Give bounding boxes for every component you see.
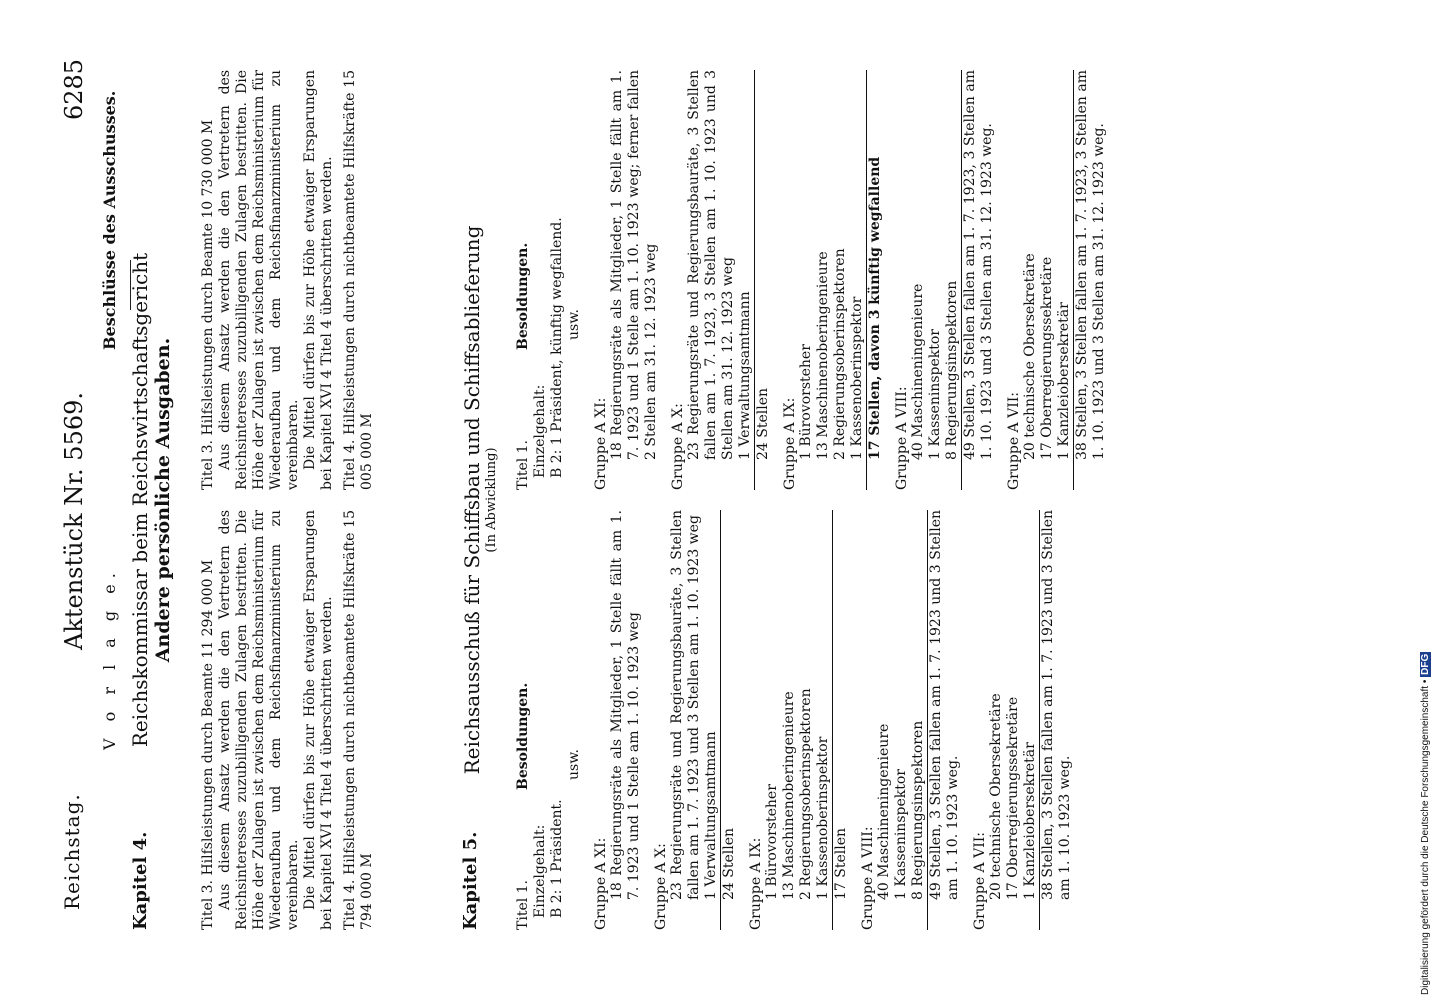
k5-right-gX-sum: 24 Stellen — [754, 70, 772, 490]
dfg-credit-text: Digitalisierung gefördert durch die Deutsche Forschungsgemeinschaft • — [1420, 679, 1431, 995]
k5-left-gX: Gruppe A X: — [653, 843, 669, 930]
k5-right-gXI: Gruppe A XI: — [593, 397, 609, 490]
kapitel-5-subtitle: (In Abwicklung) — [484, 447, 499, 553]
k5-left-usw: usw. — [566, 749, 582, 780]
k5-left-gVII-item: 1 Kanzleiobersekretär — [1022, 742, 1038, 900]
k5-right-gXI-text: 18 Regierungsräte als Mitglieder, 1 Stelle fällt am 1. 7. 1923 und 1 Stelle am 1. 10. 1923 weg; ferner fallen 2 Stellen am 31. 12. 1923 weg — [609, 70, 659, 460]
k5-left-gXI: Gruppe A XI: — [593, 837, 609, 930]
k5-left-gVIII-sum: 49 Stellen, 3 Stellen fallen am 1. 7. 1923 und 3 Stellen am 1. 10. 1923 weg. — [927, 510, 962, 930]
k5-right-gIX-item: 1 Kassenoberinspektor — [849, 296, 865, 460]
k5-right-titel1: Titel 1. — [515, 439, 531, 490]
k5-left-gVIII: Gruppe A VIII: — [860, 826, 876, 930]
rotated-document-page — [60, 50, 1380, 950]
dfg-credit — [1420, 652, 1431, 995]
k5-right-besoldungen: Besoldungen. — [515, 242, 531, 350]
k5-right-gVII-sum: 38 Stellen, 3 Stellen fallen am 1. 7. 1923, 3 Stellen am 1. 10. 1923 und 3 Stellen am 31. 12. 1923 weg. — [1073, 70, 1108, 490]
kapitel-5-right-column — [515, 70, 1108, 490]
k5-left-gX-1: 1 Verwaltungsamtmann — [703, 731, 719, 900]
k5-left-gIX-item: 13 Maschinenoberingenieure — [781, 691, 797, 900]
kapitel-4-label: Kapitel 4. — [130, 831, 151, 930]
k4-left-titel3: Titel 3. Hilfsleistungen durch Beamte 11 294 000 M — [200, 559, 216, 930]
k4-right-titel3: Titel 3. Hilfsleistungen durch Beamte 10 730 000 M — [200, 119, 216, 490]
k4-left-titel4: Titel 4. Hilfsleistungen durch nichtbeamtete Hilfskräfte 15 794 000 M — [342, 510, 375, 930]
k5-left-titel1: Titel 1. — [515, 879, 531, 930]
k4-right-para2: Die Mittel dürfen bis zur Höhe etwaiger Ersparungen bei Kapitel XVI 4 Titel 4 überschritten werden. — [302, 70, 335, 490]
k5-right-gVIII-sum: 49 Stellen, 3 Stellen fallen am 1. 7. 1923, 3 Stellen am 1. 10. 1923 und 3 Stellen am 31. 12. 1923 weg. — [961, 70, 996, 490]
k5-right-gVII-item: 17 Oberregierungssekretäre — [1039, 256, 1055, 460]
k4-left-para2: Die Mittel dürfen bis zur Höhe etwaiger Ersparungen bei Kapitel XVI 4 Titel 4 überschritten werden. — [302, 510, 335, 930]
kapitel-4-title: Reichskommissar beim Reichswirtschaftsgericht — [128, 252, 152, 748]
k5-right-einzel: Einzelgehalt: — [532, 384, 548, 478]
k5-left-gIX-item: 1 Kassenoberinspektor — [815, 736, 831, 900]
k5-right-gIX: Gruppe A IX: — [782, 397, 798, 490]
k4-right-para1: Aus diesem Ansatz werden die den Vertretern des Reichsinteresses zuzubilligenden Zulagen bestritten. Die Höhe der Zulagen ist zwischen dem Reichsministerium für Wiederaufbau und dem Reichsfinanzministerium zu vereinbaren. — [217, 70, 301, 490]
k4-left-para1: Aus diesem Ansatz werden die den Vertretern des Reichsinteresses zuzubilligenden Zulagen bestritten. Die Höhe der Zulagen ist zwischen dem Reichsministerium für Wiederaufbau und dem Reichsfinanzministerium zu vereinbaren. — [217, 510, 301, 930]
k5-right-gX-1: 1 Verwaltungsamtmann — [737, 291, 753, 460]
kapitel-5-header — [460, 70, 499, 930]
k5-right-gIX-item: 2 Regierungsoberinspektoren — [832, 248, 848, 460]
kapitel-4-left-column — [200, 510, 376, 930]
kapitel-4-right-column — [200, 70, 376, 490]
k5-right-gVIII-item: 8 Regierungsinspektoren — [944, 280, 960, 460]
k5-right-gVII-item: 20 technische Obersekretäre — [1022, 253, 1038, 460]
column-heading-beschluesse: Beschlüsse des Ausschusses. — [100, 90, 119, 350]
k5-left-einzel: Einzelgehalt: — [532, 824, 548, 918]
k5-right-gVII: Gruppe A VII: — [1006, 392, 1022, 490]
k5-left-gXI-text: 18 Regierungsräte als Mitglieder, 1 Stelle fällt am 1. 7. 1923 und 1 Stelle am 1. 10. 1923 weg — [609, 510, 642, 900]
k5-left-gIX-item: 1 Bürovorsteher — [764, 784, 780, 900]
k5-left-gIX-sum: 17 Stellen — [832, 510, 850, 930]
kapitel-4-header — [130, 70, 174, 930]
k5-right-gIX-sum: 17 Stellen, davon 3 künftig wegfallend — [866, 70, 884, 490]
k5-left-gX-text: 23 Regierungsräte und Regierungsbauräte, 3 Stellen fallen am 1. 7. 1923 und 3 Stellen am 1. 10. 1923 weg — [669, 510, 702, 900]
k5-left-gVIII-item: 1 Kasseninspektor — [893, 769, 909, 900]
header-reichstag: Reichstag. — [60, 793, 84, 910]
k4-right-titel4: Titel 4. Hilfsleistungen durch nichtbeamtete Hilfskräfte 15 005 000 M — [342, 70, 375, 490]
k5-right-gVIII-item: 1 Kasseninspektor — [927, 329, 943, 460]
k5-right-b2: B 2: 1 Präsident, künftig wegfallend. — [549, 217, 565, 478]
k5-left-gVIII-item: 40 Maschineningenieure — [876, 723, 892, 900]
kapitel-5-label: Kapitel 5. — [460, 831, 481, 930]
k5-right-gVIII-item: 40 Maschineningenieure — [910, 283, 926, 460]
k5-left-gVII-item: 17 Oberregierungssekretäre — [1005, 696, 1021, 900]
kapitel-5-left-column — [515, 510, 1074, 930]
k5-right-gVII-item: 1 Kanzleiobersekretär — [1056, 302, 1072, 460]
k5-right-usw: usw. — [566, 309, 582, 340]
kapitel-4-subtitle: Andere persönliche Ausgaben. — [152, 337, 174, 663]
k5-left-gVIII-item: 8 Regierungsinspektoren — [910, 720, 926, 900]
k5-right-gX: Gruppe A X: — [670, 403, 686, 490]
k5-right-gIX-item: 13 Maschinenoberingenieure — [815, 251, 831, 460]
k5-left-gVII: Gruppe A VII: — [972, 832, 988, 930]
k5-left-b2: B 2: 1 Präsident. — [549, 799, 565, 918]
k5-left-gX-sum: 24 Stellen — [720, 510, 738, 930]
k5-left-gVII-item: 20 technische Obersekretäre — [988, 693, 1004, 900]
k5-left-gIX: Gruppe A IX: — [748, 837, 764, 930]
kapitel-5-title: Reichsausschuß für Schiffsbau und Schiffsablieferung — [460, 225, 484, 775]
dfg-logo: DFG — [1420, 653, 1431, 675]
k5-right-gX-text: 23 Regierungsräte und Regierungsbauräte, 3 Stellen fallen am 1. 7. 1923, 3 Stellen am 1. 10. 1923 und 3 Stellen am 31. 12. 1923 weg — [686, 70, 736, 460]
page-number: 6285 — [60, 58, 88, 120]
k5-left-gIX-item: 2 Regierungsoberinspektoren — [798, 688, 814, 900]
header-title: Aktenstück Nr. 5569. — [60, 391, 88, 650]
k5-left-gVII-sum: 38 Stellen, 3 Stellen fallen am 1. 7. 1923 und 3 Stellen am 1. 10. 1923 weg. — [1039, 510, 1074, 930]
k5-left-besoldungen: Besoldungen. — [515, 682, 531, 790]
k5-right-gIX-item: 1 Bürovorsteher — [798, 344, 814, 460]
column-heading-vorlage: V o r l a g e. — [100, 567, 119, 750]
k5-right-gVIII: Gruppe A VIII: — [894, 386, 910, 490]
